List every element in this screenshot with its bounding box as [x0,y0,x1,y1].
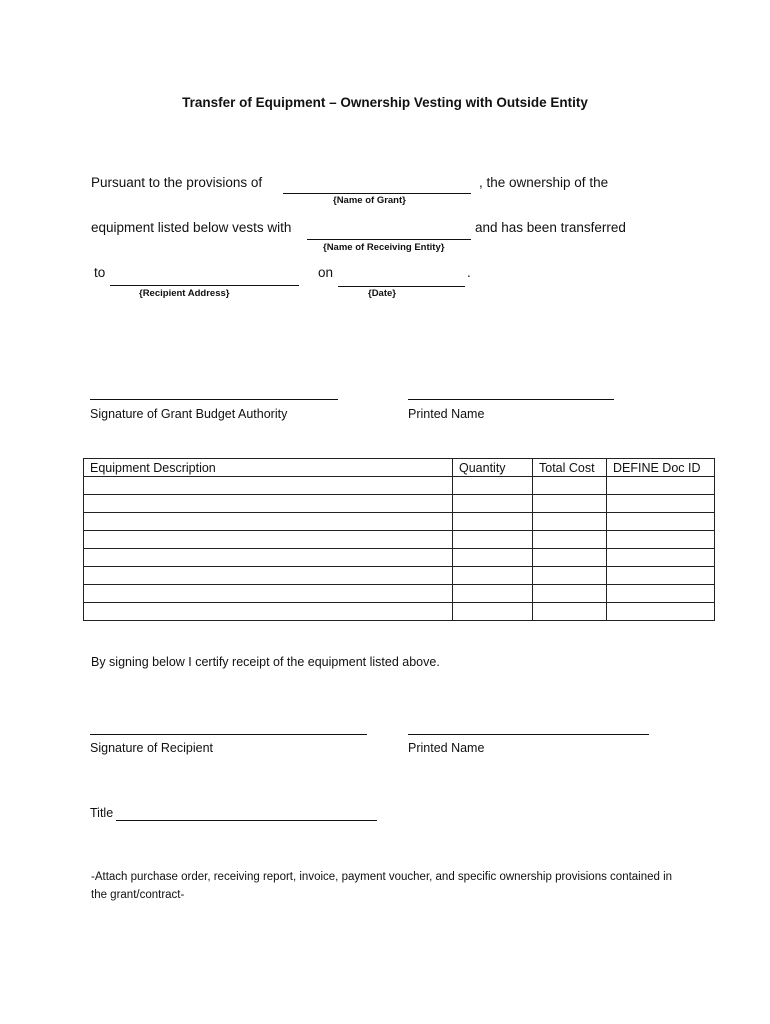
table-row [84,495,715,513]
total-cost-cell[interactable] [533,567,607,585]
recipient-address-field[interactable] [110,285,299,286]
define-doc-id-cell[interactable] [607,585,715,603]
equipment-description-cell[interactable] [84,513,453,531]
table-row [84,477,715,495]
equipment-table [83,458,715,621]
column-header-equipment-description: Equipment Description [84,459,453,477]
quantity-cell[interactable] [453,603,533,621]
certify-text: By signing below I certify receipt of the equipment listed above. [91,655,440,669]
pursuant-text: Pursuant to the provisions of [91,175,263,190]
total-cost-cell[interactable] [533,513,607,531]
equipment-description-cell[interactable] [84,567,453,585]
recipient-printed-name-label: Printed Name [408,741,485,755]
define-doc-id-cell[interactable] [607,513,715,531]
budget-authority-signature-label: Signature of Grant Budget Authority [90,407,288,421]
attachment-note-line-1: -Attach purchase order, receiving report, invoice, payment voucher, and specific ownership provisions contained in [91,871,673,883]
define-doc-id-cell[interactable] [607,603,715,621]
define-doc-id-cell[interactable] [607,477,715,495]
budget-authority-signature-line[interactable] [90,399,338,400]
column-header-total-cost: Total Cost [533,459,607,477]
total-cost-cell[interactable] [533,549,607,567]
column-header-define-doc-id: DEFINE Doc ID [607,459,715,477]
total-cost-cell[interactable] [533,603,607,621]
recipient-signature-line[interactable] [90,734,367,735]
equipment-description-cell[interactable] [84,477,453,495]
budget-authority-printed-name-line[interactable] [408,399,614,400]
quantity-cell[interactable] [453,567,533,585]
equipment-description-cell[interactable] [84,585,453,603]
define-doc-id-cell[interactable] [607,567,715,585]
recipient-address-caption: {Recipient Address} [139,288,230,299]
equipment-vests-text: equipment listed below vests with [91,220,292,235]
title-field[interactable] [116,820,377,821]
date-field[interactable] [338,286,465,287]
quantity-cell[interactable] [453,585,533,603]
transferred-text: and has been transferred [475,220,626,235]
table-row [84,585,715,603]
table-row [84,513,715,531]
recipient-signature-label: Signature of Recipient [90,741,213,755]
column-header-quantity: Quantity [453,459,533,477]
total-cost-cell[interactable] [533,531,607,549]
recipient-printed-name-line[interactable] [408,734,649,735]
table-row [84,567,715,585]
equipment-description-cell[interactable] [84,531,453,549]
quantity-cell[interactable] [453,495,533,513]
budget-authority-printed-name-label: Printed Name [408,407,485,421]
total-cost-cell[interactable] [533,585,607,603]
ownership-text: , the ownership of the [479,175,609,190]
define-doc-id-cell[interactable] [607,495,715,513]
equipment-description-cell[interactable] [84,495,453,513]
define-doc-id-cell[interactable] [607,531,715,549]
table-row [84,549,715,567]
receiving-entity-caption: {Name of Receiving Entity} [323,242,445,253]
quantity-cell[interactable] [453,531,533,549]
receiving-entity-field[interactable] [307,239,471,240]
to-text: to [94,265,106,280]
table-row [84,531,715,549]
quantity-cell[interactable] [453,477,533,495]
equipment-description-cell[interactable] [84,603,453,621]
table-row [84,603,715,621]
on-text: on [318,265,334,280]
document-title: Transfer of Equipment – Ownership Vesting with Outside Entity [182,95,588,110]
define-doc-id-cell[interactable] [607,549,715,567]
period-text: . [467,265,471,280]
name-of-grant-caption: {Name of Grant} [333,195,406,206]
table-header-row [84,459,715,477]
quantity-cell[interactable] [453,513,533,531]
title-label: Title [90,806,114,820]
date-caption: {Date} [368,288,396,299]
total-cost-cell[interactable] [533,495,607,513]
equipment-description-cell[interactable] [84,549,453,567]
attachment-note-line-2: the grant/contract- [91,889,185,901]
name-of-grant-field[interactable] [283,193,471,194]
total-cost-cell[interactable] [533,477,607,495]
quantity-cell[interactable] [453,549,533,567]
